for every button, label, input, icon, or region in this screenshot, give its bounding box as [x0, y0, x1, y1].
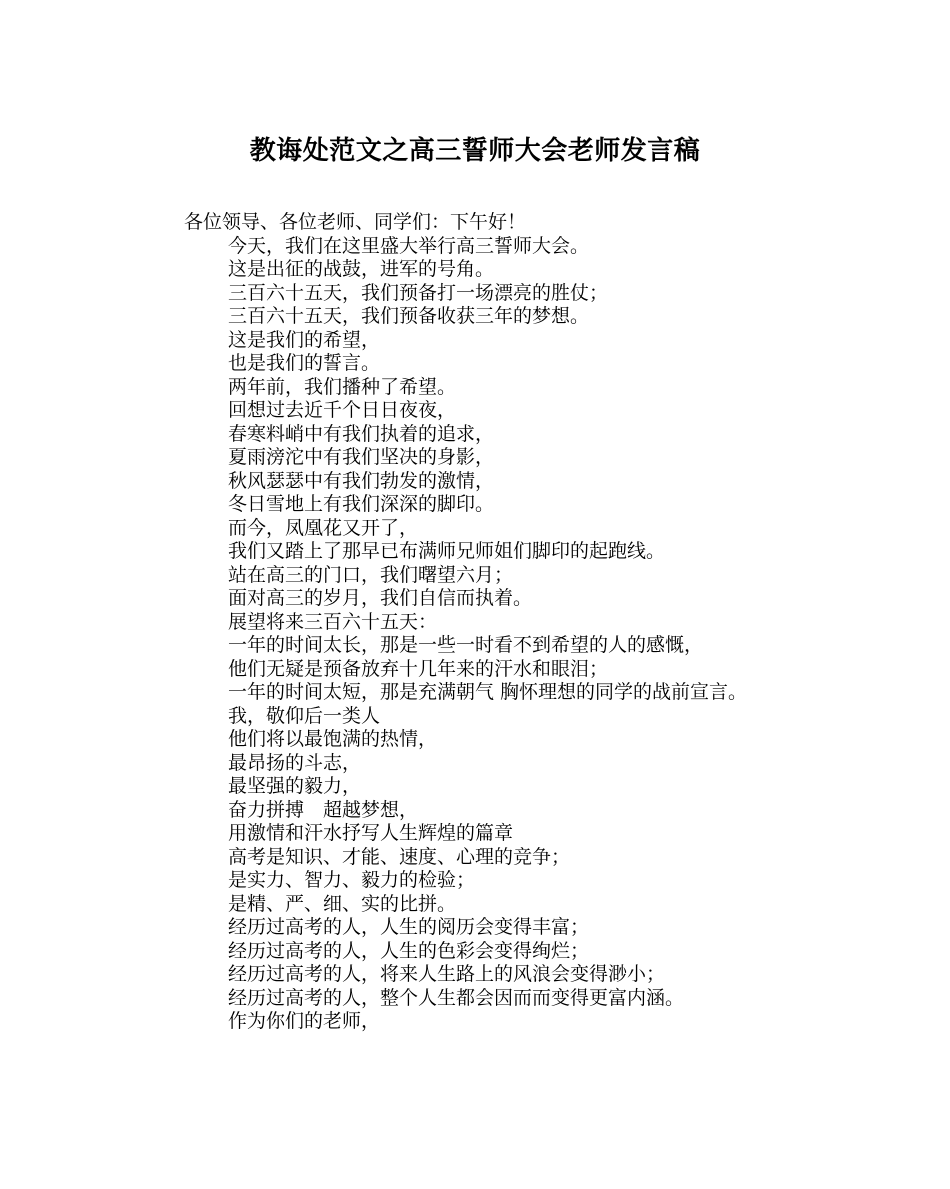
speech-line: 三百六十五天，我们预备打一场漂亮的胜仗；	[228, 281, 609, 304]
speech-line: 奋力拼搏 超越梦想，	[228, 798, 419, 821]
greeting-line: 各位领导、各位老师、同学们：下午好！	[184, 211, 527, 233]
speech-line: 今天，我们在这里盛大举行高三誓师大会。	[228, 234, 590, 257]
speech-line: 经历过高考的人，将来人生路上的风浪会变得渺小；	[228, 963, 666, 985]
speech-line: 这是出征的战鼓，进军的号角。	[228, 258, 495, 280]
document-body	[184, 211, 924, 1034]
speech-line: 经历过高考的人，整个人生都会因而而变得更富内涵。	[228, 986, 685, 1009]
speech-line: 他们将以最饱满的热情，	[228, 728, 438, 750]
speech-line: 经历过高考的人，人生的阅历会变得丰富；	[228, 916, 590, 938]
speech-line: 我，敬仰后一类人	[228, 704, 381, 727]
speech-line: 展望将来三百六十五天：	[228, 610, 438, 633]
speech-line: 面对高三的岁月，我们自信而执着。	[228, 587, 533, 609]
speech-line: 春寒料峭中有我们执着的追求，	[228, 422, 495, 445]
speech-line: 冬日雪地上有我们深深的脚印。	[228, 493, 495, 515]
speech-line: 三百六十五天，我们预备收获三年的梦想。	[228, 305, 590, 327]
speech-line: 站在高三的门口，我们曙望六月；	[228, 563, 514, 586]
speech-line: 是精、严、细、实的比拼。	[228, 892, 457, 915]
speech-line: 夏雨滂沱中有我们坚决的身影，	[228, 446, 495, 468]
speech-line: 秋风瑟瑟中有我们勃发的激情，	[228, 469, 495, 492]
speech-line: 是实力、智力、毅力的检验；	[228, 869, 476, 891]
speech-line: 作为你们的老师，	[228, 1010, 381, 1032]
speech-line: 我们又踏上了那早已布满师兄师姐们脚印的起跑线。	[228, 540, 666, 562]
speech-line: 他们无疑是预备放弃十几年来的汗水和眼泪；	[228, 657, 609, 680]
speech-line: 经历过高考的人，人生的色彩会变得绚烂；	[228, 939, 590, 962]
speech-line: 两年前，我们播种了希望。	[228, 375, 457, 398]
speech-line: 这是我们的希望，	[228, 328, 381, 351]
speech-line: 最坚强的毅力，	[228, 775, 362, 797]
speech-line: 一年的时间太短，那是充满朝气 胸怀理想的同学的战前宣言。	[228, 681, 748, 703]
speech-line: 回想过去近千个日日夜夜，	[228, 399, 457, 421]
speech-line: 用激情和汗水抒写人生辉煌的篇章	[228, 822, 514, 844]
speech-line: 高考是知识、才能、速度、心理的竞争；	[228, 845, 571, 868]
speech-line: 而今，凤凰花又开了，	[228, 516, 419, 539]
speech-line: 最昂扬的斗志，	[228, 751, 362, 774]
speech-line: 也是我们的誓言。	[228, 352, 381, 374]
document-title: 教诲处范文之高三誓师大会老师发言稿	[249, 136, 701, 166]
speech-lines	[184, 235, 924, 1034]
speech-line: 一年的时间太长，那是一些一时看不到希望的人的感慨，	[228, 634, 704, 656]
